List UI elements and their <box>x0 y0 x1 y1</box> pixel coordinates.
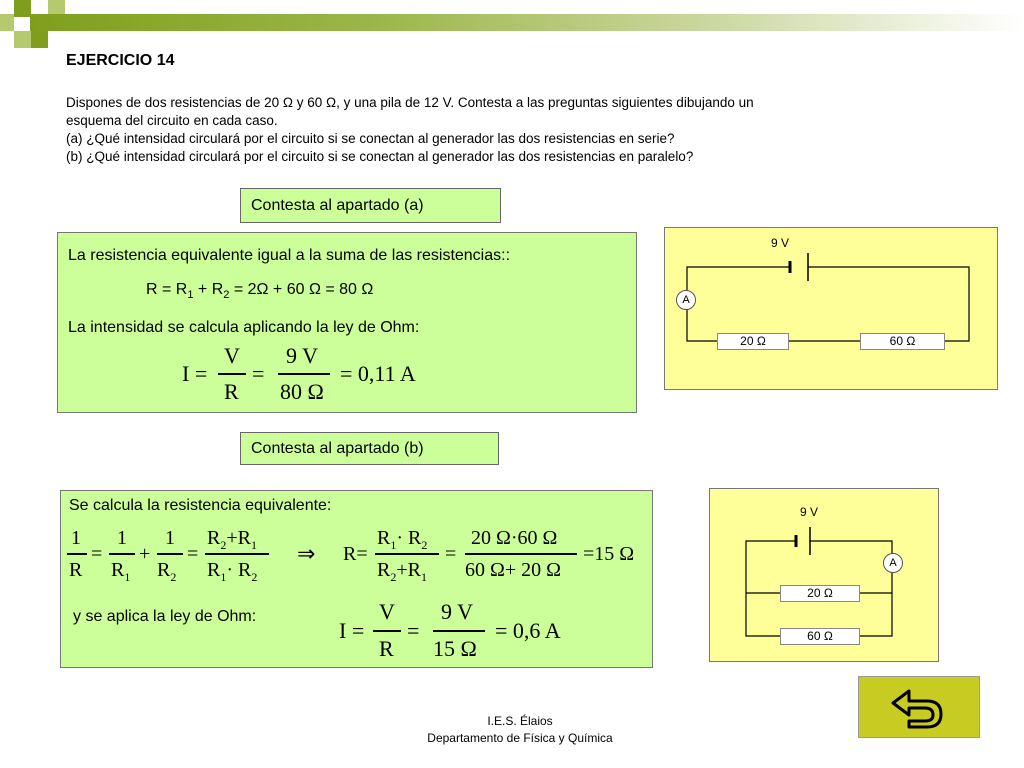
battery-label: 9 V <box>771 236 790 250</box>
formula-subscript: 2 <box>223 289 230 302</box>
deco-square <box>31 31 48 48</box>
fraction-bar <box>465 553 577 555</box>
part-b-solution <box>60 490 653 668</box>
eq2-subscript: 1 <box>390 538 397 552</box>
footer-school: I.E.S. Élaios <box>487 714 553 728</box>
eq1-eq: = <box>91 543 103 565</box>
eq2-text: +R <box>396 559 421 581</box>
part-a-line1: La resistencia equivalente igual a la suma de las resistencias:: <box>68 247 511 264</box>
statement-line: (b) ¿Qué intensidad circulará por el circuito si se conectan al generador las dos resistencias en paralelo? <box>66 149 694 164</box>
eq2-lhs: R= <box>343 543 368 565</box>
fraction-bar <box>278 373 330 375</box>
eq1-subscript: 1 <box>124 570 131 584</box>
deco-square <box>48 0 65 14</box>
eq2-num-val: 20 Ω·60 Ω <box>471 527 558 549</box>
resistor-60: 60 Ω <box>860 333 945 350</box>
resistor-20: 20 Ω <box>780 585 860 602</box>
eq1-text: · R <box>226 559 252 581</box>
eq1-R2 <box>157 559 176 585</box>
formula-text: = 2Ω + 60 Ω = 80 Ω <box>229 281 374 298</box>
part-b-line1: Se calcula la resistencia equivalente: <box>69 497 332 514</box>
eq1-text: R <box>207 559 221 581</box>
deco-square <box>14 31 31 48</box>
eq2-text: R <box>377 559 391 581</box>
deco-square <box>0 14 14 31</box>
eq2-num <box>377 527 427 553</box>
eq1-subscript: 2 <box>251 570 258 584</box>
part-a-solution <box>57 232 637 413</box>
ohm-den-15: 15 Ω <box>433 636 477 661</box>
formula-text: + R <box>193 281 224 298</box>
part-b-ohm-text: y se aplica la ley de Ohm: <box>73 608 257 625</box>
eq2-den <box>377 559 427 585</box>
ohm-den-r: R <box>379 636 394 661</box>
ohm-num-v: V <box>224 343 240 368</box>
statement-line: esquema del circuito en cada caso. <box>66 113 278 128</box>
resistor-20: 20 Ω <box>717 333 789 350</box>
formula-subscript: 1 <box>187 289 194 302</box>
eq1-plus: + <box>139 543 151 565</box>
header-bar <box>30 14 1024 31</box>
circuit-a <box>664 227 998 390</box>
statement-line: Dispones de dos resistencias de 20 Ω y 60 Ω, y una pila de 12 V. Contesta a las preguntas siguientes dibujando un <box>66 95 754 110</box>
eq1-eq: = <box>187 543 199 565</box>
ohm-num-9v: 9 V <box>441 599 473 624</box>
ammeter-icon: A <box>883 553 903 573</box>
eq2-den-val: 60 Ω+ 20 Ω <box>465 559 562 581</box>
eq1-text: +R <box>226 527 251 549</box>
deco-square <box>14 0 31 17</box>
eq1-one: 1 <box>117 527 127 549</box>
eq1-subscript: 2 <box>220 538 227 552</box>
circuit-b <box>709 488 939 662</box>
fraction-bar <box>205 553 269 555</box>
footer-department: Departamento de Física y Química <box>427 731 613 745</box>
eq2-eq: = <box>445 543 457 565</box>
ohm-result: = 0,6 A <box>495 618 561 643</box>
eq1-subscript: 1 <box>220 570 227 584</box>
return-arrow-icon <box>889 685 949 729</box>
formula-text: R = R <box>146 281 188 298</box>
ohm-lhs: I = <box>182 361 208 386</box>
eq2-result: =15 Ω <box>583 543 635 565</box>
eq2-subscript: 2 <box>390 570 397 584</box>
eq1-one: 1 <box>165 527 175 549</box>
eq2-text: R <box>377 527 391 549</box>
problem-statement <box>66 94 976 166</box>
statement-line: (a) ¿Qué intensidad circulará por el circuito si se conectan al generador las dos resistencias en serie? <box>66 131 675 146</box>
fraction-bar <box>109 553 135 555</box>
part-b-label: Contesta al apartado (b) <box>240 432 499 465</box>
part-a-label: Contesta al apartado (a) <box>240 188 501 223</box>
ohm-result: = 0,11 A <box>340 361 416 386</box>
eq1-text: R <box>207 527 221 549</box>
fraction-bar <box>433 630 485 632</box>
eq1-R1 <box>111 559 130 585</box>
eq1-subscript: 1 <box>250 538 257 552</box>
fraction-bar <box>157 553 183 555</box>
return-button[interactable] <box>858 676 980 738</box>
ohm-eq: = <box>252 361 265 386</box>
eq2-subscript: 1 <box>420 570 427 584</box>
fraction-bar <box>375 553 439 555</box>
eq1-R: R <box>69 559 83 581</box>
fraction-bar <box>218 373 246 375</box>
ohm-den-r: R <box>224 379 239 404</box>
eq1-one: 1 <box>71 527 81 549</box>
part-a-line3: La intensidad se calcula aplicando la ley de Ohm: <box>68 319 420 336</box>
resistor-60: 60 Ω <box>780 628 860 645</box>
part-a-formula-r <box>146 281 373 301</box>
ohm-den-80: 80 Ω <box>280 379 324 404</box>
ohm-num-9v: 9 V <box>286 343 318 368</box>
circuit-a-wires <box>665 228 999 391</box>
ohm-num-v: V <box>379 599 395 624</box>
ammeter-icon: A <box>676 290 696 310</box>
implies-icon: ⇒ <box>297 541 316 566</box>
eq1-prod <box>207 559 257 585</box>
eq1-text: R <box>157 559 171 581</box>
ohm-lhs: I = <box>339 618 365 643</box>
fraction-bar <box>67 553 87 555</box>
battery-label: 9 V <box>800 505 819 519</box>
ohm-eq: = <box>407 618 420 643</box>
eq2-subscript: 2 <box>421 538 428 552</box>
eq1-sum <box>207 527 257 553</box>
fraction-bar <box>373 630 401 632</box>
exercise-title: EJERCICIO 14 <box>66 52 175 69</box>
eq1-text: R <box>111 559 125 581</box>
eq1-subscript: 2 <box>170 570 177 584</box>
eq2-text: · R <box>396 527 422 549</box>
